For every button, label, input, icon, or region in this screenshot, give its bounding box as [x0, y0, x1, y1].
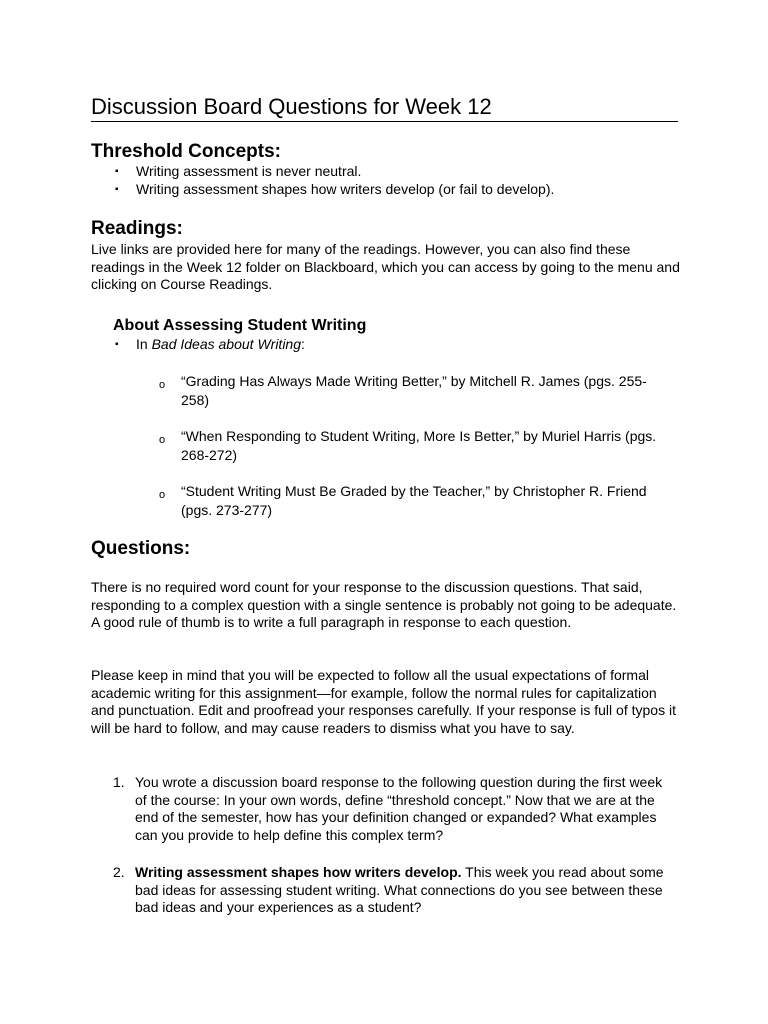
bullet-icon: ▪ [115, 166, 119, 177]
book-title: Bad Ideas about Writing [151, 336, 301, 352]
page-title: Discussion Board Questions for Week 12 [91, 93, 678, 122]
reading-item: o “Grading Has Always Made Writing Better,” by Mitchell R. James (pgs. 255-258) [159, 373, 647, 408]
threshold-heading: Threshold Concepts: [91, 141, 282, 162]
circle-bullet-icon: o [159, 379, 166, 391]
questions-para-2: Please keep in mind that you will be expected to follow all the usual expectations of formal academic writing for this assignment—for example, follow the normal rules for capitalization and punctuation. Edit and proofread your responses carefully. If your response is full of typos it will be hard to follow, and may cause readers to dismiss what you have to say. [91, 667, 676, 736]
bullet-icon: ▪ [115, 184, 119, 195]
reading-item: o “Student Writing Must Be Graded by the Teacher,” by Christopher R. Friend (pgs. 273-277) [159, 483, 647, 518]
bullet-icon: ▪ [115, 339, 119, 350]
readings-subheading: About Assessing Student Writing [113, 317, 367, 334]
document-page: Discussion Board Questions for Week 12 Threshold Concepts: ▪ Writing assessment is never neutral. ▪ Writing assessment shapes how writers develop (or fail to develop). Readings: Live links are provided here for many of the readings. However, you can also find these readings in the Week 12 folder on Blackboard, which you can access by going to the menu and clicking on Course Readings. About Assessing Student Writing ▪ In Bad Ideas about Writing: o “Grading Has Always Made Writing Better,” by Mitchell R. James (pgs. 255-258) o “When Responding to Student Writing, More Is Better,” by Muriel Harris (pgs. 268-272) o “Student Writing Must Be Graded by the Teacher,” by Christopher R. Friend (pgs. 273-277) Questions: There is no required word count for your response to the discussion questions. That said, responding to a complex question with a single sentence is probably not going to be adequate. A good rule of thumb is to write a full paragraph in response to each question. Please keep in mind that you will be expected to follow all the usual expectations of formal academic writing for this assignment—for example, follow the normal rules for capitalization and punctuation. Edit and proofread your responses carefully. If your response is full of typos it will be hard to follow, and may cause readers to dismiss what you have to say. 1. You wrote a discussion board response to the following question during the first week of the course: In your own words, define “threshold concept.” Now that we are at the end of the semester, how has your definition changed or expanded? What examples can you provide to help define this complex term? 2. Writing assessment shapes how writers develop. This week you read about some bad ideas for assessing student writing. What connections do you see between these bad ideas and your experiences as a student? [91, 94, 680, 916]
reading-item: o “When Responding to Student Writing, More Is Better,” by Muriel Harris (pgs. 268-272) [159, 428, 657, 463]
question-number: 1. [113, 774, 125, 790]
question-item: 2. Writing assessment shapes how writers develop. This week you read about some bad ideas for assessing student writing. What connections do you see between these bad ideas and your experiences as a student? [113, 864, 664, 916]
questions-para-1: There is no required word count for your response to the discussion questions. That said, responding to a complex question with a single sentence is probably not going to be adequate. A good rule of thumb is to write a full paragraph in response to each question. [91, 579, 677, 631]
circle-bullet-icon: o [159, 489, 166, 501]
circle-bullet-icon: o [159, 434, 166, 446]
readings-heading: Readings: [91, 218, 183, 239]
question-emphasis: Writing assessment shapes how writers develop. [135, 864, 462, 880]
question-item: 1. You wrote a discussion board response to the following question during the first week of the course: In your own words, define “threshold concept.” Now that we are at the end of the semester, how has your definition changed or expanded? What examples can you provide to help define this complex term? [113, 774, 663, 843]
questions-heading: Questions: [91, 538, 191, 559]
question-number: 2. [113, 864, 125, 880]
readings-intro: Live links are provided here for many of the readings. However, you can also find these readings in the Week 12 folder on Blackboard, which you can access by going to the menu and clicking on Course Readings. [91, 241, 680, 293]
